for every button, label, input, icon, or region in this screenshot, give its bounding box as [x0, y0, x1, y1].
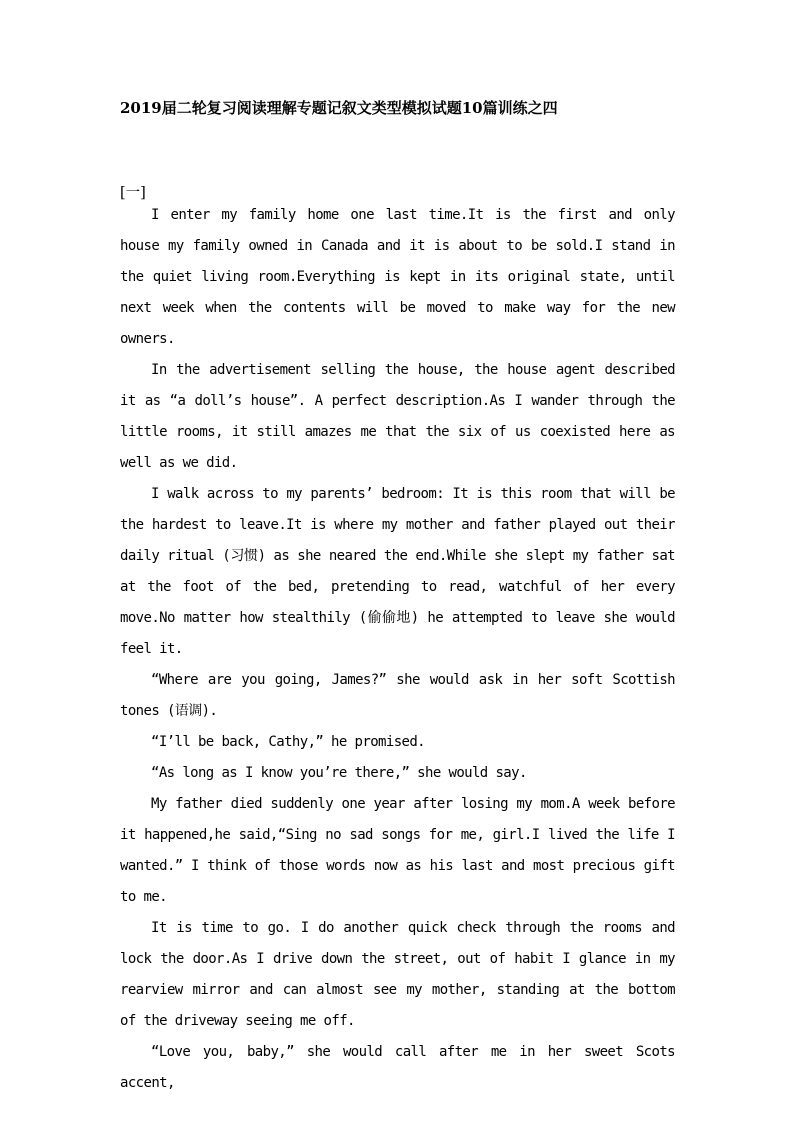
document-title: 2019届二轮复习阅读理解专题记叙文类型模拟试题10篇训练之四 [120, 99, 558, 117]
paragraph-4: “Where are you going, James?” she would ask in her soft Scottish tones (语调). [120, 672, 675, 719]
section-label: [一] [120, 185, 146, 201]
paragraph-5: “I’ll be back, Cathy,” he promised. [151, 734, 426, 750]
paragraph-7: My father died suddenly one year after losing my mom.A week before it happened,he said,“Sing no sad songs for me, girl.I lived the life I wanted.” I think of those words now as his last and most precious gift to me. [120, 796, 675, 905]
paragraph-8: It is time to go. I do another quick check through the rooms and lock the door.As I drive down the street, out of habit I glance in my rearview mirror and can almost see my mother, standing at the bottom of the driveway seeing me off. [120, 920, 675, 1029]
paragraph-6: “As long as I know you’re there,” she would say. [151, 765, 527, 781]
paragraph-2: In the advertisement selling the house, the house agent described it as “a doll’s house”. A perfect description.As I wander through the little rooms, it still amazes me that the six of us coexisted here as well as we did. [120, 362, 675, 471]
paragraph-3: I walk across to my parents’ bedroom: It is this room that will be the hardest to leave.It is where my mother and father played out their daily ritual (习惯) as she neared the end.While she slept my father sat at the foot of the bed, pretending to read, watchful of her every move.No matter how stealthily (偷偷地) he attempted to leave she would feel it. [120, 486, 675, 657]
paragraph-1: I enter my family home one last time.It is the first and only house my family owned in Canada and it is about to be sold.I stand in the quiet living room.Everything is kept in its original state, until next week when the contents will be moved to make way for the new owners. [120, 207, 675, 347]
article-body [120, 200, 675, 1099]
paragraph-9: “Love you, baby,” she would call after me in her sweet Scots accent, [120, 1044, 675, 1091]
